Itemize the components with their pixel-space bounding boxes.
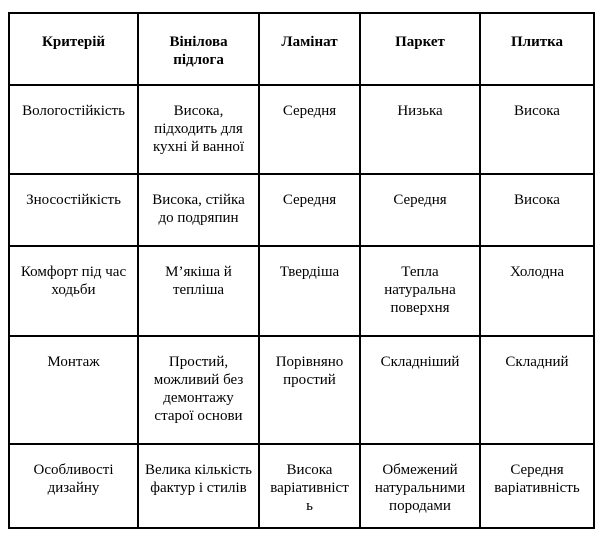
table-cell: Особливості дизайну xyxy=(9,444,138,528)
table-cell: Середня xyxy=(360,174,480,246)
table-cell: Середня варіативність xyxy=(480,444,594,528)
table-cell: Тепла натуральна поверхня xyxy=(360,246,480,336)
header-criterion: Критерій xyxy=(9,13,138,85)
table-cell: Зносостійкість xyxy=(9,174,138,246)
table-cell: Низька xyxy=(360,85,480,174)
table-cell: Монтаж xyxy=(9,336,138,444)
comparison-table xyxy=(8,12,595,529)
header-vinyl: Вінілова підлога xyxy=(138,13,259,85)
table-row xyxy=(9,246,594,336)
table-cell: Складніший xyxy=(360,336,480,444)
table-cell: Твердіша xyxy=(259,246,360,336)
table-row xyxy=(9,174,594,246)
table-cell: Середня xyxy=(259,174,360,246)
table-row xyxy=(9,444,594,528)
table-cell: М’якіша й тепліша xyxy=(138,246,259,336)
table-cell: Велика кількість фактур і стилів xyxy=(138,444,259,528)
table-cell: Порівняно простий xyxy=(259,336,360,444)
table-cell: Висока, стійка до подряпин xyxy=(138,174,259,246)
header-parquet: Паркет xyxy=(360,13,480,85)
table-cell: Простий, можливий без демонтажу старої основи xyxy=(138,336,259,444)
table-cell: Комфорт під час ходьби xyxy=(9,246,138,336)
table-cell: Складний xyxy=(480,336,594,444)
table-cell: Висока варіативніст ь xyxy=(259,444,360,528)
table-cell: Висока xyxy=(480,174,594,246)
header-laminate: Ламінат xyxy=(259,13,360,85)
table-cell: Холодна xyxy=(480,246,594,336)
table-cell: Середня xyxy=(259,85,360,174)
table-cell: Обмежений натуральними породами xyxy=(360,444,480,528)
table-row xyxy=(9,85,594,174)
table-row xyxy=(9,336,594,444)
table-cell: Вологостійкість xyxy=(9,85,138,174)
header-tile: Плитка xyxy=(480,13,594,85)
table-cell: Висока xyxy=(480,85,594,174)
table-cell: Висока, підходить для кухні й ванної xyxy=(138,85,259,174)
table-header-row xyxy=(9,13,594,85)
